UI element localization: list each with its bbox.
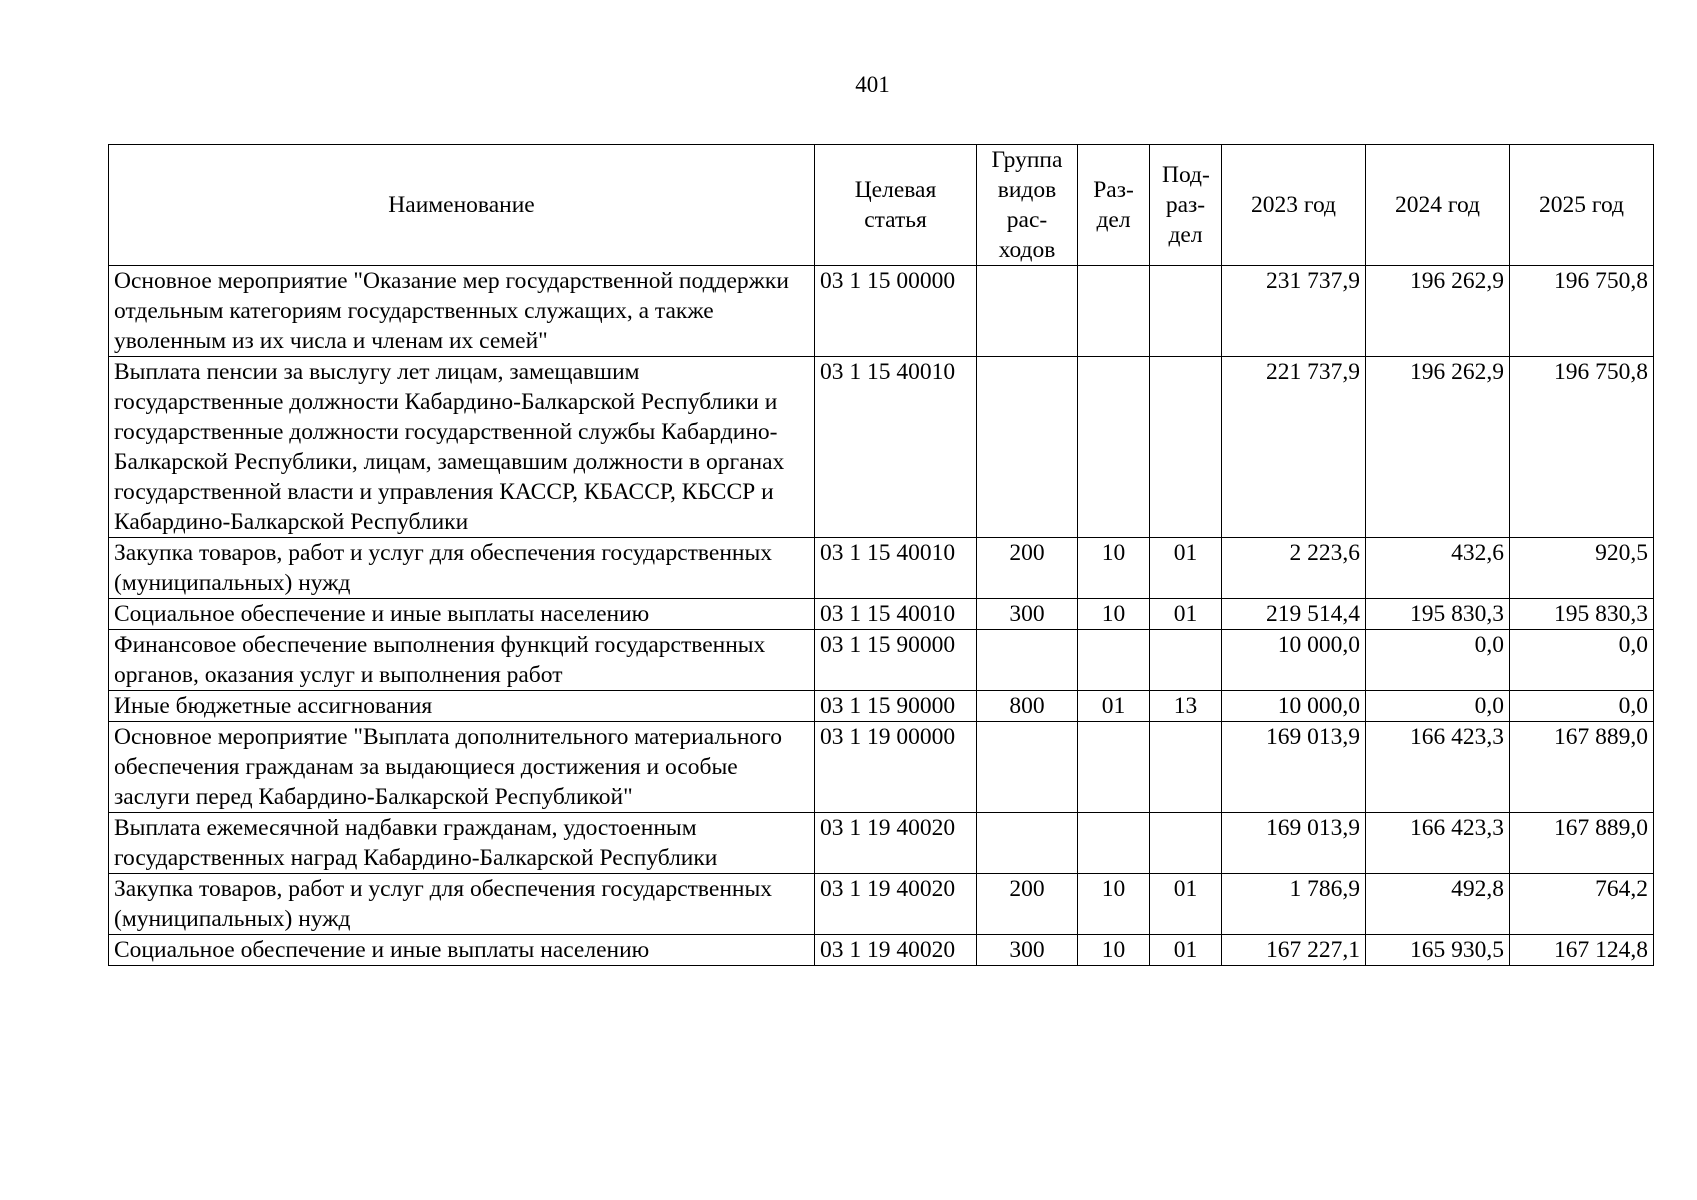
- cell-year-2023: 167 227,1: [1222, 935, 1366, 966]
- cell-year-2023: 231 737,9: [1222, 266, 1366, 357]
- cell-year-2023: 2 223,6: [1222, 538, 1366, 599]
- cell-section: [1078, 722, 1150, 813]
- cell-year-2024: 492,8: [1366, 874, 1510, 935]
- cell-section: 10: [1078, 874, 1150, 935]
- cell-year-2025: 167 124,8: [1510, 935, 1654, 966]
- table-row: [109, 874, 1654, 935]
- cell-year-2024: 0,0: [1366, 691, 1510, 722]
- cell-year-2024: 165 930,5: [1366, 935, 1510, 966]
- header-year-2025: 2025 год: [1510, 145, 1654, 266]
- table-row: [109, 357, 1654, 538]
- cell-year-2024: 195 830,3: [1366, 599, 1510, 630]
- page-number: 401: [855, 72, 890, 97]
- table-row: [109, 722, 1654, 813]
- header-expense-group: Группа видов рас-ходов: [977, 145, 1078, 266]
- cell-target-article: 03 1 19 40020: [815, 935, 977, 966]
- table-row: [109, 630, 1654, 691]
- cell-expense-group: 200: [977, 538, 1078, 599]
- cell-year-2025: 764,2: [1510, 874, 1654, 935]
- cell-expense-group: [977, 357, 1078, 538]
- header-year-2024: 2024 год: [1366, 145, 1510, 266]
- header-subsection: Под-раз-дел: [1150, 145, 1222, 266]
- cell-year-2023: 169 013,9: [1222, 722, 1366, 813]
- header-year-2023: 2023 год: [1222, 145, 1366, 266]
- cell-name: Закупка товаров, работ и услуг для обеспечения государственных (муниципальных) нужд: [109, 538, 815, 599]
- table-row: [109, 935, 1654, 966]
- cell-year-2025: 195 830,3: [1510, 599, 1654, 630]
- table-row: [109, 691, 1654, 722]
- cell-section: 10: [1078, 935, 1150, 966]
- cell-expense-group: [977, 813, 1078, 874]
- cell-target-article: 03 1 19 40020: [815, 813, 977, 874]
- cell-year-2023: 10 000,0: [1222, 630, 1366, 691]
- cell-year-2024: 166 423,3: [1366, 813, 1510, 874]
- cell-expense-group: 200: [977, 874, 1078, 935]
- header-section: Раз-дел: [1078, 145, 1150, 266]
- cell-section: [1078, 630, 1150, 691]
- cell-year-2025: 0,0: [1510, 630, 1654, 691]
- cell-name: Иные бюджетные ассигнования: [109, 691, 815, 722]
- cell-section: [1078, 266, 1150, 357]
- table-body: [109, 266, 1654, 966]
- header-target-article: Целевая статья: [815, 145, 977, 266]
- cell-expense-group: [977, 266, 1078, 357]
- cell-target-article: 03 1 15 00000: [815, 266, 977, 357]
- cell-year-2025: 167 889,0: [1510, 722, 1654, 813]
- cell-section: [1078, 813, 1150, 874]
- cell-subsection: [1150, 813, 1222, 874]
- cell-name: Социальное обеспечение и иные выплаты населению: [109, 599, 815, 630]
- cell-name: Основное мероприятие "Выплата дополнительного материального обеспечения гражданам за выдающиеся достижения и особые заслуги перед Кабардино-Балкарской Республикой": [109, 722, 815, 813]
- cell-subsection: [1150, 722, 1222, 813]
- cell-subsection: 01: [1150, 538, 1222, 599]
- cell-year-2025: 167 889,0: [1510, 813, 1654, 874]
- cell-target-article: 03 1 15 90000: [815, 630, 977, 691]
- cell-year-2025: 196 750,8: [1510, 266, 1654, 357]
- cell-subsection: 01: [1150, 599, 1222, 630]
- cell-year-2023: 10 000,0: [1222, 691, 1366, 722]
- cell-target-article: 03 1 15 40010: [815, 357, 977, 538]
- table-row: [109, 538, 1654, 599]
- cell-expense-group: 300: [977, 599, 1078, 630]
- budget-table: [108, 144, 1654, 966]
- cell-subsection: 01: [1150, 935, 1222, 966]
- cell-subsection: [1150, 357, 1222, 538]
- cell-expense-group: [977, 722, 1078, 813]
- cell-target-article: 03 1 15 40010: [815, 599, 977, 630]
- cell-expense-group: [977, 630, 1078, 691]
- cell-subsection: 13: [1150, 691, 1222, 722]
- cell-year-2024: 196 262,9: [1366, 357, 1510, 538]
- cell-year-2024: 166 423,3: [1366, 722, 1510, 813]
- cell-year-2023: 219 514,4: [1222, 599, 1366, 630]
- cell-name: Финансовое обеспечение выполнения функций государственных органов, оказания услуг и выполнения работ: [109, 630, 815, 691]
- cell-section: 01: [1078, 691, 1150, 722]
- cell-subsection: [1150, 266, 1222, 357]
- cell-year-2024: 432,6: [1366, 538, 1510, 599]
- cell-expense-group: 300: [977, 935, 1078, 966]
- cell-name: Социальное обеспечение и иные выплаты населению: [109, 935, 815, 966]
- table-row: [109, 599, 1654, 630]
- cell-year-2025: 920,5: [1510, 538, 1654, 599]
- cell-target-article: 03 1 19 40020: [815, 874, 977, 935]
- table-row: [109, 813, 1654, 874]
- cell-year-2025: 0,0: [1510, 691, 1654, 722]
- cell-target-article: 03 1 15 40010: [815, 538, 977, 599]
- cell-subsection: 01: [1150, 874, 1222, 935]
- cell-year-2023: 169 013,9: [1222, 813, 1366, 874]
- cell-year-2024: 0,0: [1366, 630, 1510, 691]
- cell-target-article: 03 1 19 00000: [815, 722, 977, 813]
- cell-year-2024: 196 262,9: [1366, 266, 1510, 357]
- cell-name: Выплата пенсии за выслугу лет лицам, замещавшим государственные должности Кабардино-Балкарской Республики и государственные должности государственной службы Кабардино-Балкарской Республики, лицам, замещавшим должности в органах государственной власти и управления КАССР, КБАССР, КБССР и Кабардино-Балкарской Республики: [109, 357, 815, 538]
- cell-year-2025: 196 750,8: [1510, 357, 1654, 538]
- cell-year-2023: 1 786,9: [1222, 874, 1366, 935]
- table-row: [109, 266, 1654, 357]
- table-header-row: [109, 145, 1654, 266]
- cell-target-article: 03 1 15 90000: [815, 691, 977, 722]
- cell-name: Выплата ежемесячной надбавки гражданам, удостоенным государственных наград Кабардино-Балкарской Республики: [109, 813, 815, 874]
- cell-subsection: [1150, 630, 1222, 691]
- cell-section: 10: [1078, 599, 1150, 630]
- cell-expense-group: 800: [977, 691, 1078, 722]
- cell-section: [1078, 357, 1150, 538]
- cell-name: Закупка товаров, работ и услуг для обеспечения государственных (муниципальных) нужд: [109, 874, 815, 935]
- cell-section: 10: [1078, 538, 1150, 599]
- cell-name: Основное мероприятие "Оказание мер государственной поддержки отдельным категориям государственных служащих, а также уволенным из их числа и членам их семей": [109, 266, 815, 357]
- cell-year-2023: 221 737,9: [1222, 357, 1366, 538]
- header-name: Наименование: [109, 145, 815, 266]
